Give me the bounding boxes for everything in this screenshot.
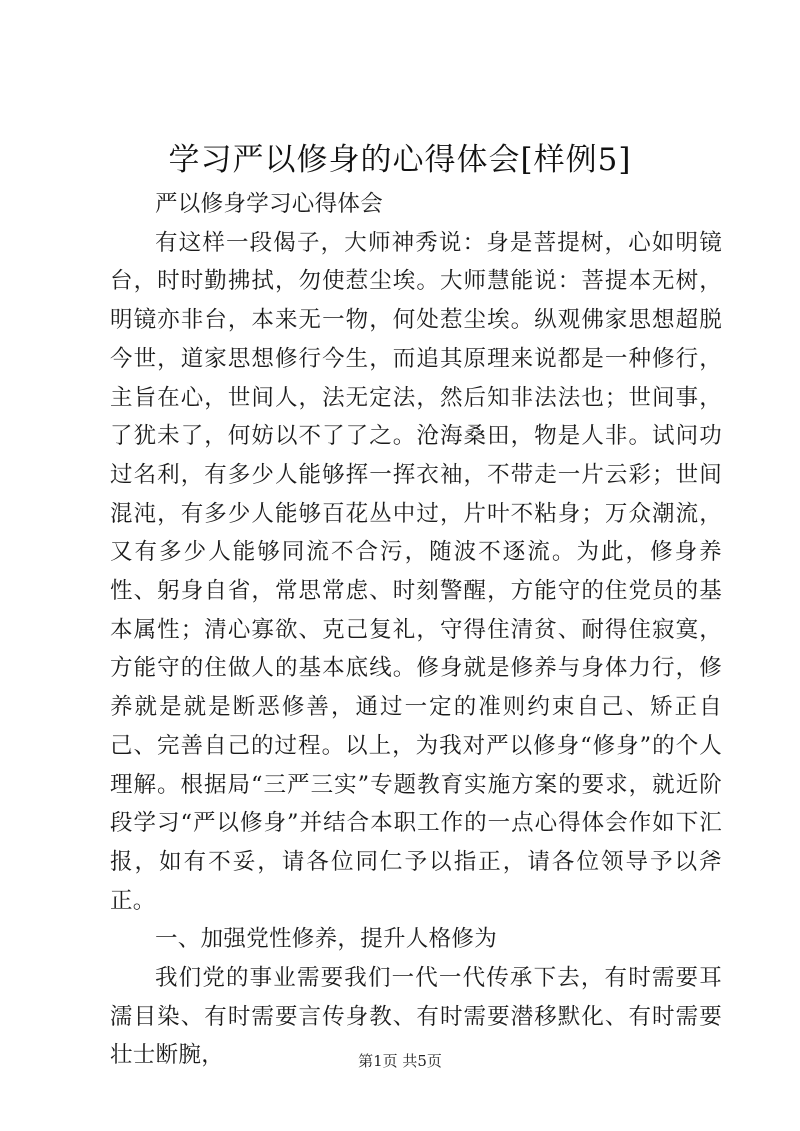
body-paragraph: 有这样一段偈子，大师神秀说：身是菩提树，心如明镜台，时时勤拂拭，勿使惹尘埃。大师慧能说：菩提本无树，明镜亦非台，本来无一物，何处惹尘埃。纵观佛家思想超脱今世，道家思想修行今生，而追其原理来说都是一种修行，主旨在心，世间人，法无定法，然后知非法法也；世间事，了犹未了，何妨以不了了之。沧海桑田，物是人非。试问功过名利，有多少人能够挥一挥衣袖，不带走一片云彩；世间混沌，有多少人能够百花丛中过，片叶不粘身；万众潮流，又有多少人能够同流不合污，随波不逐流。为此，修身养性、躬身自省，常思常虑、时刻警醒，方能守的住党员的基本属性；清心寡欲、克己复礼，守得住清贫、耐得住寂寞，方能守的住做人的基本底线。修身就是修养与身体力行，修养就是就是断恶修善，通过一定的准则约束自己、矫正自己、完善自己的过程。以上，为我对严以修身“修身”的个人理解。根据局“三严三实”专题教育实施方案的要求，就近阶段学习“严以修身”并结合本职工作的一点心得体会作如下汇报，如有不妥，请各位同仁予以指正，请各位领导予以斧正。 [110,229,722,914]
subtitle-paragraph: 严以修身学习心得体会 [155,191,384,217]
document-title: 学习严以修身的心得体会[样例5] [168,142,632,178]
body-paragraph: 我们党的事业需要我们一代一代传承下去，有时需要耳濡目染、有时需要言传身教、有时需要潜移默化、有时需要壮士断腕， [110,965,722,1069]
page-footer: 第1页 共5页 [358,1052,442,1070]
section-heading: 一、加强党性修养，提升人格修为 [155,926,498,953]
document-body [110,185,722,1075]
